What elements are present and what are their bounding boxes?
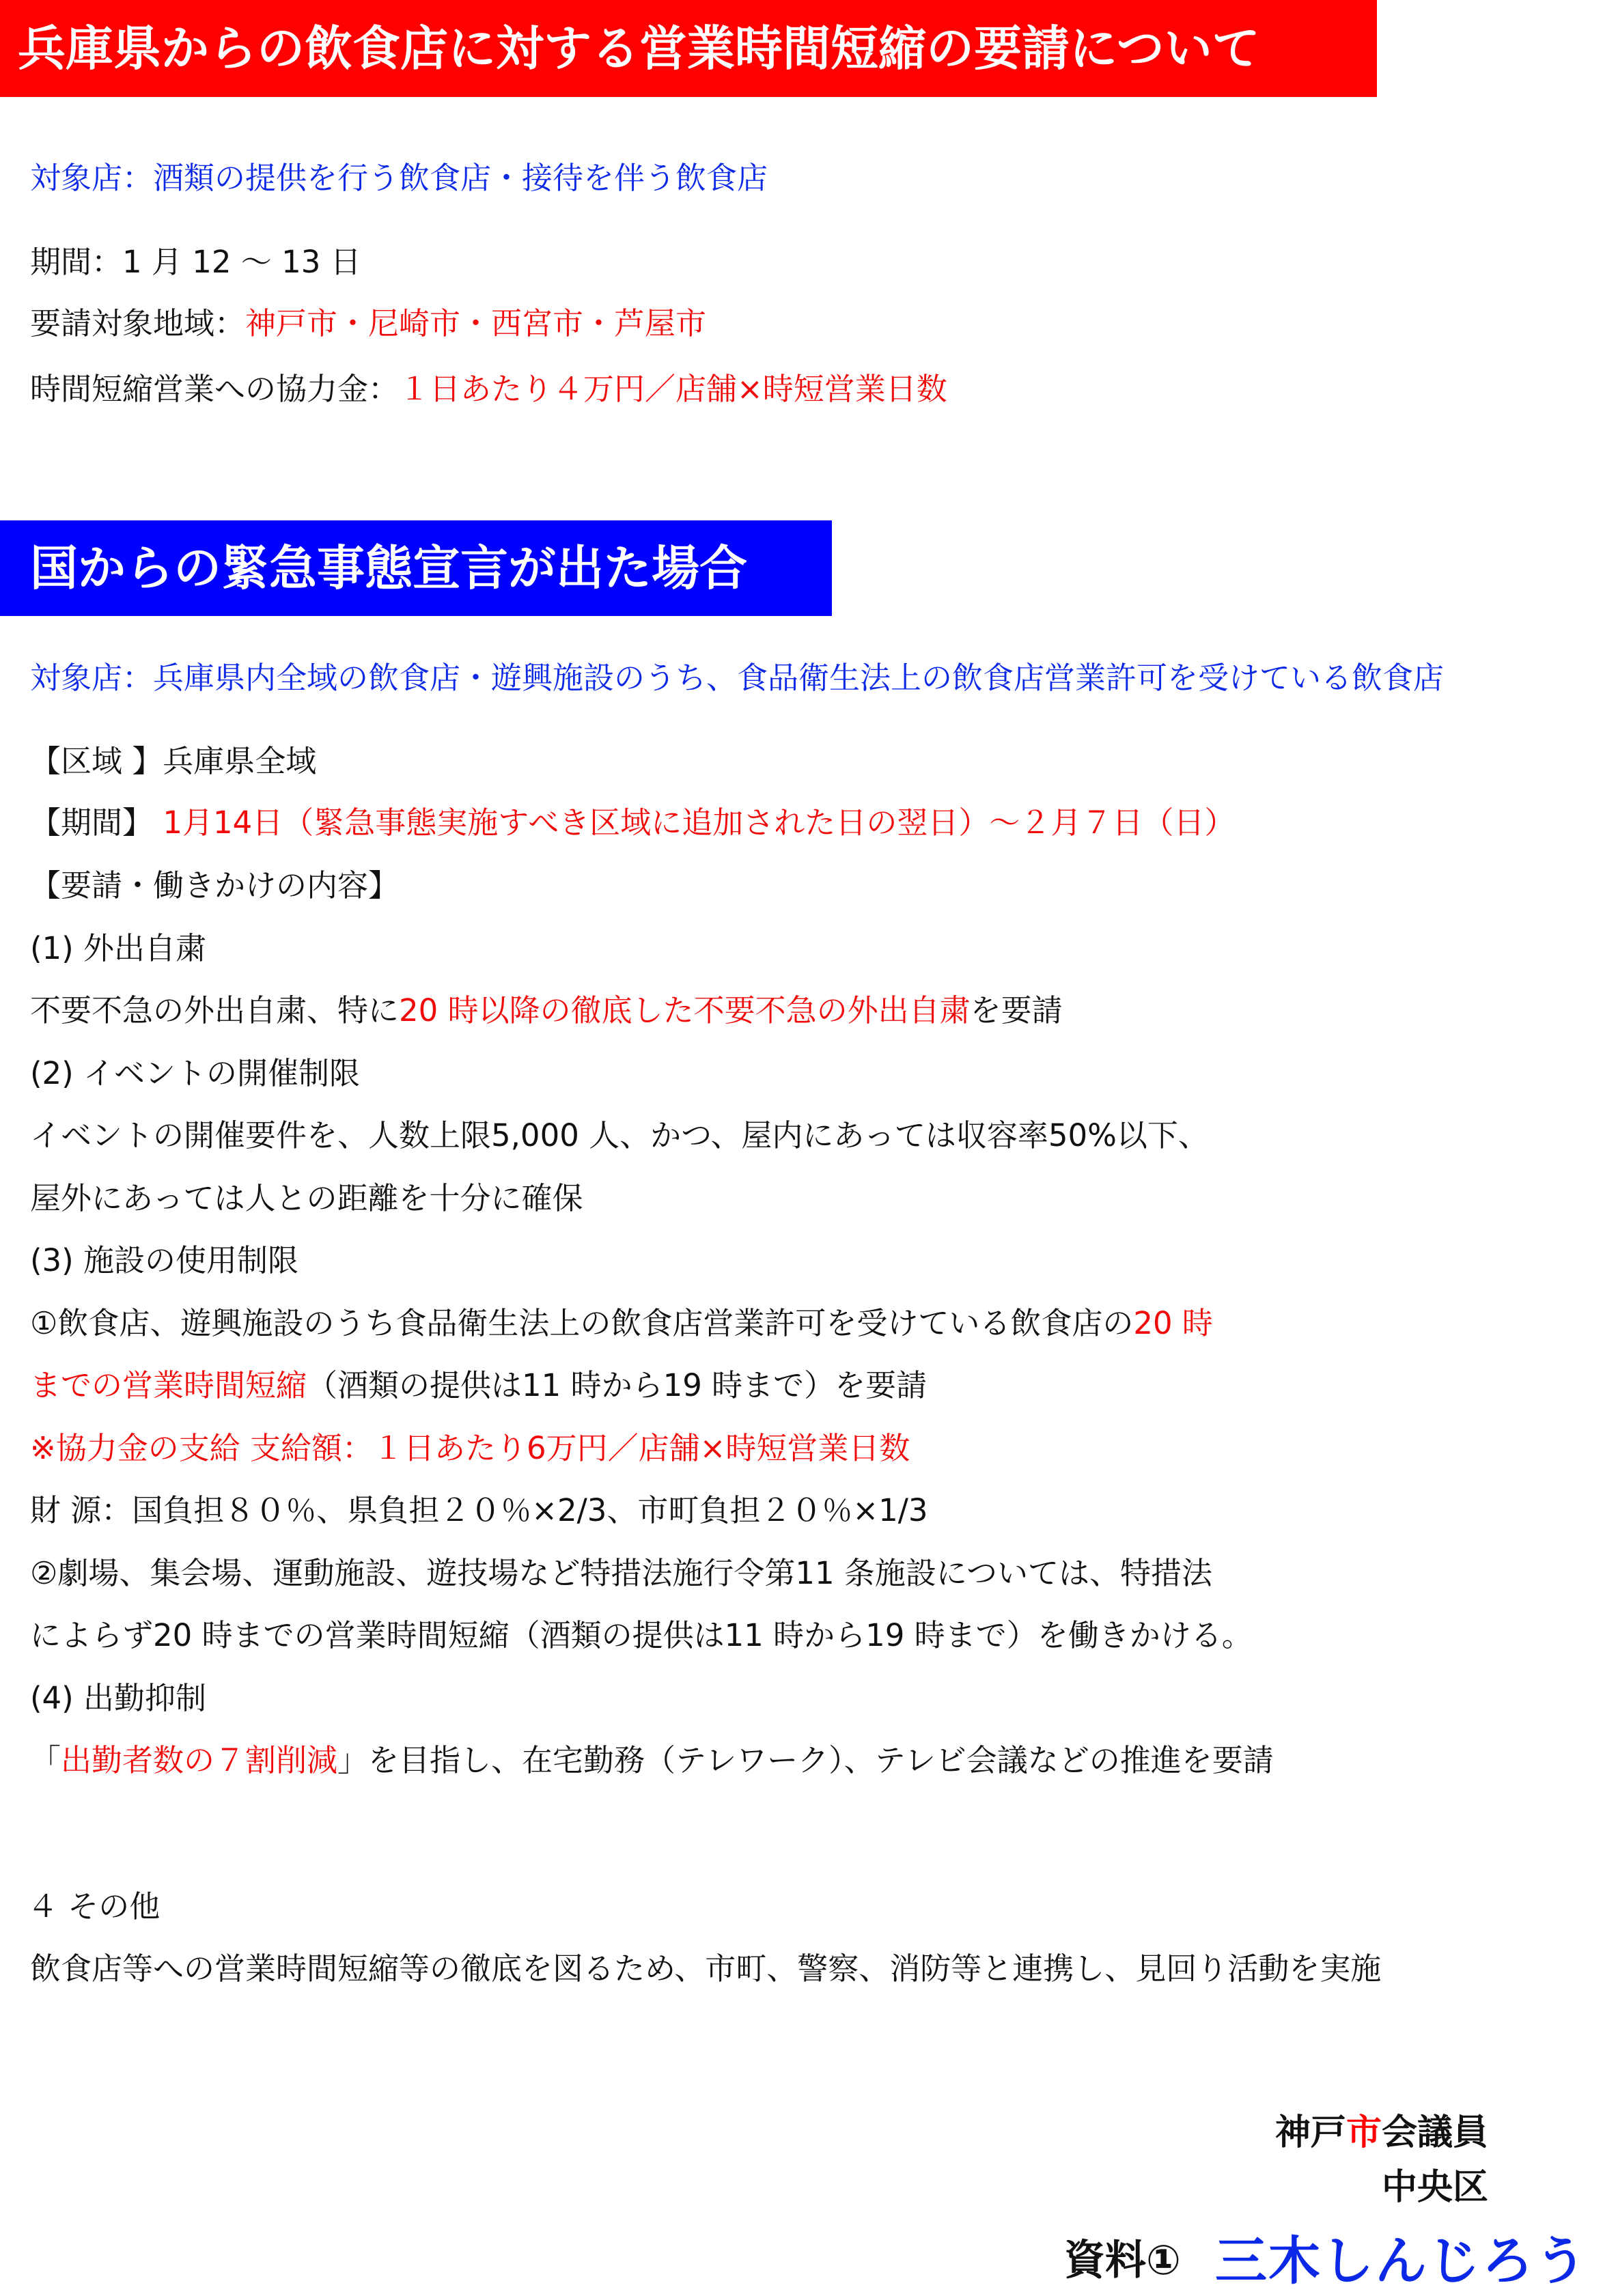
section2-line-segment: 【区域 】兵庫県全域	[30, 743, 317, 779]
section2-line-segment: 1月14日（緊急事態実施すべき区域に追加された日の翌日）～２月７日（日）	[153, 804, 1236, 841]
section1-target-store: 対象店：酒類の提供を行う飲食店・接待を伴う飲食店	[30, 160, 768, 196]
section2-line-segment: によらず20 時までの営業時間短縮（酒類の提供は11 時から19 時まで）を働きかける。	[30, 1617, 1253, 1653]
section2-line	[30, 1489, 928, 1532]
section2-line-segment: 財 源：国負担８０％、県負担２０％×2/3、市町負担２０％×1/3	[30, 1492, 928, 1528]
section2-line-segment: までの営業時間短縮	[30, 1367, 307, 1403]
section1-subsidy-label: 時間短縮営業への協力金：	[30, 371, 400, 407]
section1-subsidy	[30, 368, 947, 410]
ward-name: 中央区	[1381, 2167, 1488, 2208]
section1-title-banner: 兵庫県からの飲食店に対する営業時間短縮の要請について	[0, 0, 1377, 97]
section2-line-segment: 不要不急の外出自粛、特に	[30, 992, 400, 1028]
section2-line	[30, 1115, 1209, 1157]
section2-line	[30, 1677, 206, 1720]
section2-line-segment: （酒類の提供は11 時から19 時まで）を要請	[307, 1367, 928, 1403]
section2-line	[30, 1427, 910, 1470]
section1-area	[30, 303, 706, 345]
section2-line-segment: ※協力金の支給 支給額：１日あたり6万円／店舗×時短営業日数	[30, 1430, 910, 1466]
section2-line	[30, 740, 316, 783]
section2-line	[30, 990, 1063, 1032]
document-label: 資料①	[1064, 2237, 1181, 2284]
section1-period: 期間：1 月 12 ～ 13 日	[30, 244, 361, 280]
section2-line-segment: 「	[30, 1742, 61, 1778]
section2-line-segment: (3) 施設の使用制限	[30, 1242, 299, 1278]
council-title-post: 会議員	[1381, 2112, 1488, 2153]
author-name: 三木しんじろう	[1215, 2230, 1588, 2291]
section2-line-segment: 」を目指し、在宅勤務（テレワーク）、テレビ会議などの推進を要請	[337, 1742, 1274, 1778]
section2-line	[30, 1552, 1212, 1595]
section2-line	[30, 927, 206, 970]
section2-line-segment: 屋外にあっては人との距離を十分に確保	[30, 1180, 583, 1216]
section2-line-segment: 20 時以降の徹底した不要不急の外出自粛	[399, 992, 971, 1028]
section2-line	[30, 802, 1235, 844]
section2-line	[30, 1240, 298, 1282]
section2-line-segment: (4) 出勤抑制	[30, 1680, 207, 1716]
section2-line	[30, 1614, 1253, 1657]
section2-line	[30, 1739, 1274, 1782]
section1-area-value: 神戸市・尼崎市・西宮市・芦屋市	[245, 305, 707, 341]
section2-line-segment: を要請	[970, 992, 1063, 1028]
section1-area-label: 要請対象地域：	[30, 305, 246, 341]
council-member-title	[1275, 2103, 1488, 2155]
section2-line	[30, 1302, 1213, 1345]
section2-line-segment: ②劇場、集会場、運動施設、遊技場など特措法施行令第11 条施設については、特措法	[30, 1555, 1213, 1591]
section2-line-segment: (1) 外出自粛	[30, 930, 207, 966]
council-title-pre: 神戸	[1274, 2112, 1346, 2153]
section2-line-segment: 【期間】	[30, 804, 154, 841]
section2-line-segment: 【要請・働きかけの内容】	[30, 867, 400, 904]
section2-title-banner: 国からの緊急事態宣言が出た場合	[0, 520, 832, 616]
section2-line-segment: 20 時	[1133, 1305, 1213, 1341]
section1-subsidy-value: １日あたり４万円／店舗×時短営業日数	[399, 371, 947, 407]
section2-line-segment: ①飲食店、遊興施設のうち食品衛生法上の飲食店営業許可を受けている飲食店の	[30, 1305, 1134, 1341]
section2-line-segment: 対象店：兵庫県内全域の飲食店・遊興施設のうち、食品衛生法上の飲食店営業許可を受けている飲食店	[30, 660, 1445, 696]
section2-line	[30, 1177, 583, 1220]
section2-line	[30, 1052, 360, 1095]
section2-line	[30, 657, 1444, 699]
section2-line-segment: 出勤者数の７割削減	[61, 1742, 338, 1778]
council-title-red: 市	[1346, 2112, 1382, 2153]
section2-line	[30, 865, 399, 907]
section4-text: 飲食店等への営業時間短縮等の徹底を図るため、市町、警察、消防等と連携し、見回り活動を実施	[30, 1950, 1382, 1987]
section4-heading: ４ その他	[27, 1888, 161, 1924]
section2-line-segment: (2) イベントの開催制限	[30, 1055, 361, 1091]
section2-line-segment: イベントの開催要件を、人数上限5,000 人、かつ、屋内にあっては収容率50%以下、	[30, 1117, 1209, 1153]
section2-line	[30, 1364, 927, 1407]
